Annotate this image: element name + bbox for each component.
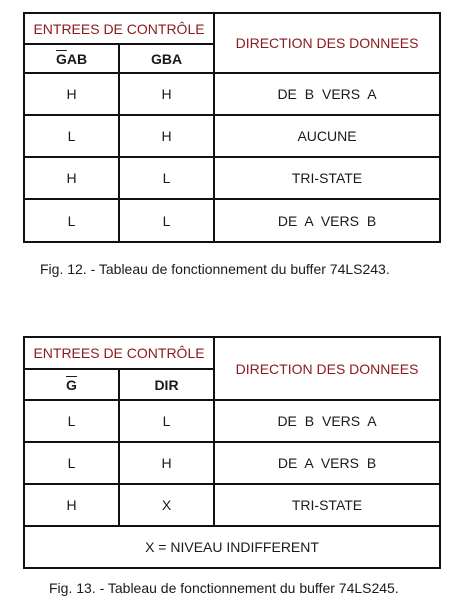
table-row	[24, 115, 440, 157]
gab-rest: AB	[66, 50, 88, 67]
gab-bar-letter: $\overline{G}$	[55, 50, 67, 67]
col-gba-header: GBA	[119, 44, 214, 73]
cell-gba: L	[119, 157, 214, 199]
footer-note: X = NIVEAU INDIFFERENT	[24, 526, 440, 568]
direction-header: DIRECTION DES DONNEES	[214, 13, 440, 73]
cell-dir: L	[119, 400, 214, 442]
col-dir-header: DIR	[119, 369, 214, 400]
cell-g: H	[24, 484, 119, 526]
control-inputs-header: ENTREES DE CONTRÔLE	[24, 13, 214, 44]
cell-direction: TRI-STATE	[214, 484, 440, 526]
table-row	[24, 484, 440, 526]
cell-gab: L	[24, 115, 119, 157]
cell-gab: H	[24, 73, 119, 115]
col-gab-header	[24, 44, 119, 73]
cell-g: L	[24, 400, 119, 442]
cell-direction: TRI-STATE	[214, 157, 440, 199]
cell-gab: H	[24, 157, 119, 199]
g-bar-letter: $\overline{G}$	[66, 376, 77, 393]
col-g-header	[24, 369, 119, 400]
table-row	[24, 73, 440, 115]
truth-table-74ls243	[23, 12, 441, 243]
table-row	[24, 526, 440, 568]
table-row	[24, 157, 440, 199]
control-inputs-header: ENTREES DE CONTRÔLE	[24, 337, 214, 369]
cell-gab: L	[24, 199, 119, 242]
table-row	[24, 400, 440, 442]
truth-table-74ls245	[23, 336, 441, 569]
cell-direction: DE A VERS B	[214, 199, 440, 242]
table-row	[24, 442, 440, 484]
cell-g: L	[24, 442, 119, 484]
cell-gba: H	[119, 73, 214, 115]
cell-gba: H	[119, 115, 214, 157]
table-row	[24, 199, 440, 242]
cell-gba: L	[119, 199, 214, 242]
cell-direction: DE B VERS A	[214, 73, 440, 115]
cell-direction: AUCUNE	[214, 115, 440, 157]
figure-caption: Fig. 12. - Tableau de fonctionnement du buffer 74LS243.	[40, 261, 390, 277]
figure-caption: Fig. 13. - Tableau de fonctionnement du buffer 74LS245.	[49, 580, 399, 596]
cell-direction: DE A VERS B	[214, 442, 440, 484]
direction-header: DIRECTION DES DONNEES	[214, 337, 440, 400]
cell-dir: X	[119, 484, 214, 526]
cell-dir: H	[119, 442, 214, 484]
cell-direction: DE B VERS A	[214, 400, 440, 442]
